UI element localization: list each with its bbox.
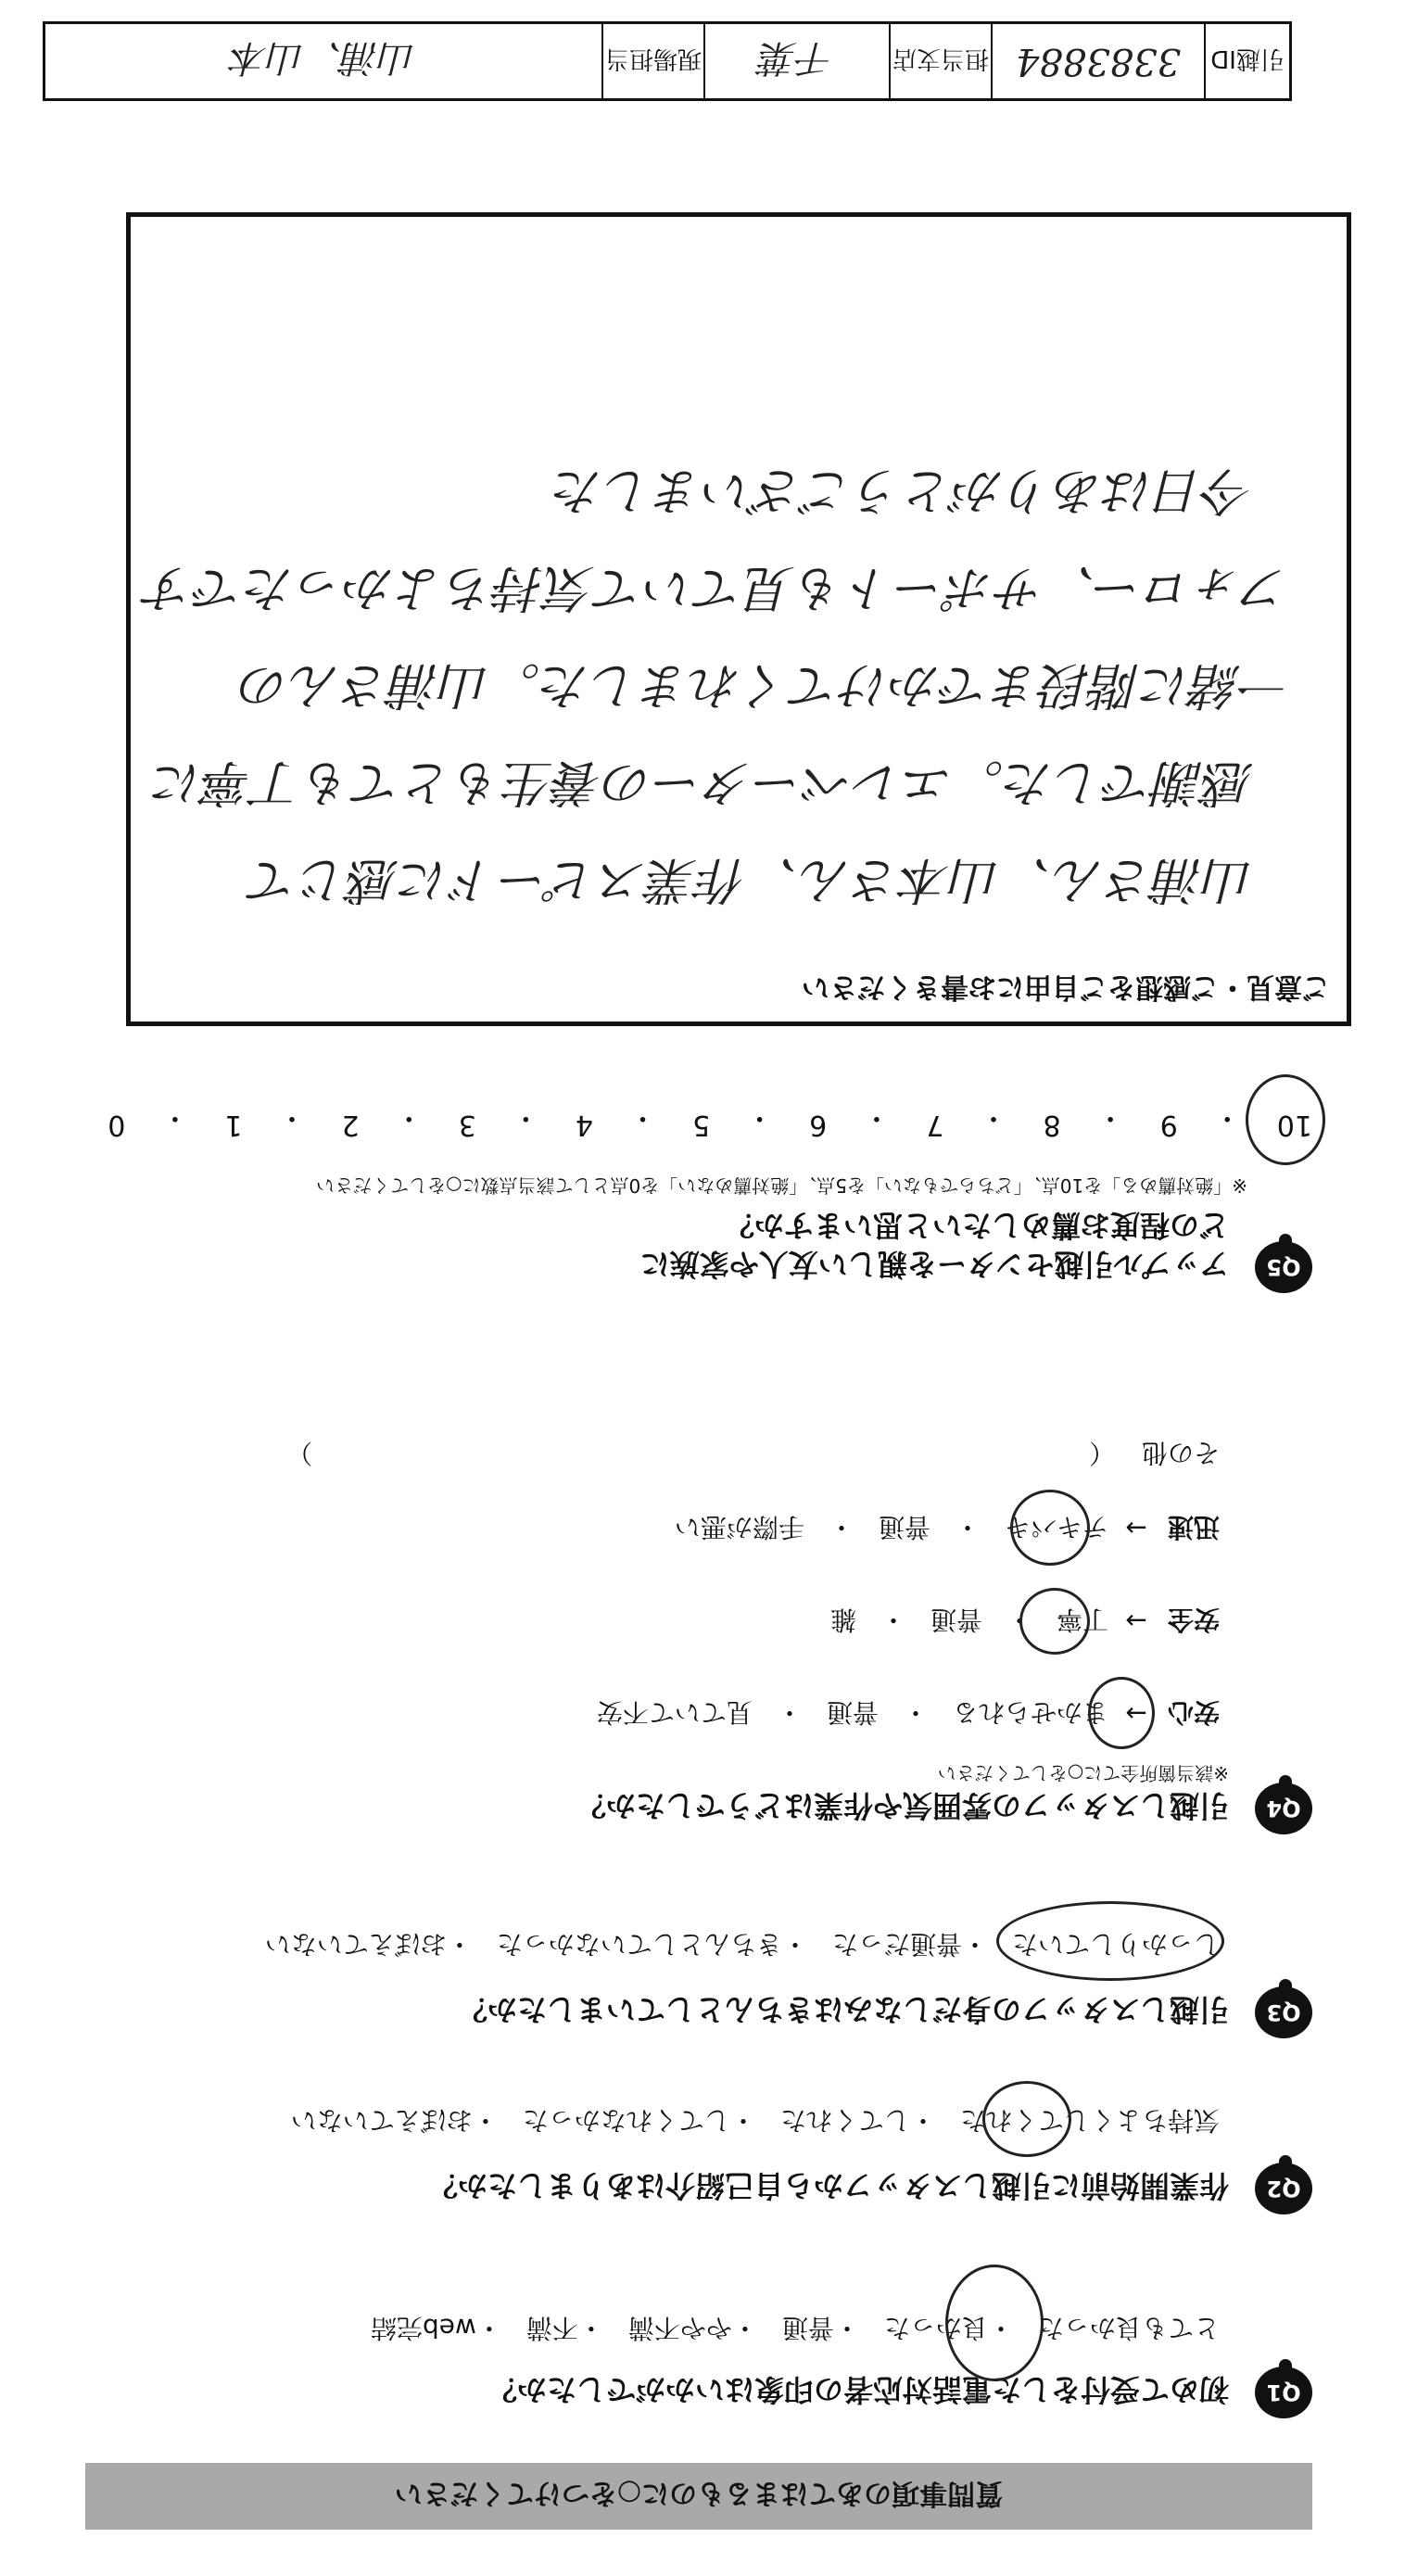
id-value[interactable]: 3383884 <box>991 24 1204 98</box>
question-5 <box>108 1163 1312 1293</box>
arrow-right-icon: → <box>1125 1698 1147 1730</box>
q4-jinsoku-circle <box>1010 1490 1090 1566</box>
q3-selected-circle <box>996 1901 1224 1981</box>
q5-note: ※「絶対薦める」を10点、「どちらでもない」を5点、「絶対薦めない」を0点として該当点数に○をしてください <box>316 1174 1247 1197</box>
id-label: 引越ID <box>1204 24 1289 98</box>
q5-selected-circle <box>1246 1074 1325 1165</box>
q5-score[interactable]: 3 <box>458 1109 476 1141</box>
q1-option[interactable]: 良かった <box>883 2313 988 2343</box>
q5-score[interactable]: 9 <box>1159 1109 1178 1141</box>
comment-title: ご意見・ご感想をご自由にお書きください <box>802 971 1330 1003</box>
q4-option[interactable]: 普通 <box>826 1697 879 1728</box>
instruction-text: 質問事項のあてはまるものに○をつけてください <box>394 2477 1004 2509</box>
q4-note: ※該当箇所全てに○をしてください <box>937 1762 1229 1784</box>
comment-line: フォロー、サポートも見ていて気持ちよかったです <box>144 559 1291 617</box>
q2-option[interactable]: 気持ちよくしてくれた <box>959 2105 1220 2136</box>
q4-other-open: （ <box>1089 1438 1116 1468</box>
q4-option[interactable]: 見ていて不安 <box>596 1697 753 1728</box>
question-1 <box>108 2313 1312 2418</box>
comment-line: 山浦さん、山本さん、作業スピードに感じて <box>248 851 1254 909</box>
q3-option[interactable]: 普通だった <box>831 1929 962 1960</box>
q5-score[interactable]: 6 <box>809 1109 828 1141</box>
comment-line: 一緒に階段までかけてくれました。山浦さんの <box>240 656 1291 715</box>
q5-score[interactable]: 7 <box>926 1109 944 1141</box>
q5-score[interactable]: 5 <box>692 1109 711 1141</box>
q2-badge-icon: Q2 <box>1255 2163 1312 2214</box>
q4-anzen-circle <box>1019 1588 1090 1655</box>
q1-selected-circle <box>945 2265 1044 2381</box>
q4-option[interactable]: テキパキ <box>1004 1512 1108 1542</box>
q1-option[interactable]: やや不満 <box>627 2313 732 2343</box>
q1-option[interactable]: web完結 <box>370 2313 476 2343</box>
q5-score[interactable]: 2 <box>341 1109 360 1141</box>
staff-value[interactable]: 山浦、山本 <box>231 36 416 80</box>
branch-value[interactable]: 千葉 <box>703 24 889 98</box>
q3-option[interactable]: しっかりしていた <box>1011 1929 1220 1960</box>
q1-option[interactable]: とても良かった <box>1037 2313 1220 2343</box>
q5-score[interactable]: 1 <box>224 1109 243 1141</box>
q4-option[interactable]: まかせられる <box>952 1697 1108 1728</box>
q2-text: 作業開始前に引越しスタッフから自己紹介はありましたか？ <box>427 2168 1229 2203</box>
q2-option[interactable]: してくれた <box>779 2105 910 2136</box>
q4-text: 引越しスタッフの雰囲気や作業はどうでしたか？ <box>576 1788 1229 1823</box>
q5-text-line2: どの程度お薦めしたいと思いますか？ <box>724 1208 1229 1243</box>
comment-box[interactable] <box>126 212 1351 1026</box>
form-header <box>43 21 1292 101</box>
q1-option[interactable]: 不満 <box>525 2313 578 2343</box>
q5-badge-icon: Q5 <box>1255 1241 1312 1293</box>
branch-label: 担当支店 <box>889 24 991 98</box>
q2-option[interactable]: してくれなかった <box>522 2105 730 2136</box>
q4-row-anshin: 安心 → まかせられる ・ 普通 ・ 見ていて不安 <box>597 1695 1220 1732</box>
q2-options: 気持ちよくしてくれた・してくれた・してくれなかった・おぼえていない <box>290 2105 1220 2136</box>
q4-option[interactable]: 丁寧 <box>1056 1605 1108 1635</box>
q4-badge-icon: Q4 <box>1255 1783 1312 1834</box>
q5-score[interactable]: 0 <box>108 1109 126 1141</box>
q1-text: 初めて受付をした電話対応者の印象はいかがでしたか？ <box>487 2372 1229 2407</box>
q3-options: しっかりしていた・普通だった・きちんとしていなかった・おぼえていない <box>264 1929 1220 1960</box>
q5-score[interactable]: 10 <box>1276 1109 1312 1141</box>
q4-anshin-circle <box>1088 1677 1155 1749</box>
q4-row-anzen: 安全 → 丁寧 ・ 普通 ・ 雑 <box>830 1603 1220 1640</box>
q4-other-label: その他 <box>1141 1438 1220 1468</box>
q1-options: とても良かった・良かった・普通・やや不満・不満・web完結 <box>370 2313 1220 2343</box>
comment-line: 感謝でした。エレベーターの養生もとても丁寧に <box>153 754 1254 812</box>
q4-option[interactable]: 普通 <box>878 1512 930 1542</box>
q4-option[interactable]: 普通 <box>930 1605 982 1635</box>
q3-badge-icon: Q3 <box>1255 1986 1312 2038</box>
q3-text: 引越しスタッフの身だしなみはきちんとしていましたか？ <box>457 1992 1229 2027</box>
arrow-right-icon: → <box>1125 1605 1147 1637</box>
staff-label: 現場担当 <box>601 24 703 98</box>
q4-row-label: 安全 <box>1167 1605 1220 1635</box>
q4-other-close: ） <box>286 1438 313 1468</box>
comment-line: 今日はありがとうございました <box>553 462 1254 520</box>
question-4 <box>108 1438 1312 1834</box>
q5-scale: 10 ・ 9 ・ 8 ・ 7 ・ 6 ・ 5 ・ 4 ・ 3 ・ 2 ・ 1 ・ 0 <box>108 1101 1312 1141</box>
q5-score[interactable]: 8 <box>1043 1109 1061 1141</box>
question-3 <box>108 1929 1312 2038</box>
instruction-banner <box>85 2463 1312 2530</box>
q4-other <box>286 1436 1220 1473</box>
q5-score[interactable]: 4 <box>575 1109 593 1141</box>
q4-option[interactable]: 雑 <box>829 1605 856 1635</box>
q1-badge-icon: Q1 <box>1255 2367 1312 2418</box>
q4-option[interactable]: 手際が悪い <box>674 1512 804 1542</box>
q4-row-jinsoku: 迅速 → テキパキ ・ 普通 ・ 手際が悪い <box>675 1510 1220 1547</box>
q3-option[interactable]: きちんとしていなかった <box>496 1929 782 1960</box>
q1-option[interactable]: 普通 <box>781 2313 834 2343</box>
q3-option[interactable]: おぼえていない <box>264 1929 447 1960</box>
q5-text-line1: アップル引越センターを親しい友人や家族に <box>639 1247 1229 1282</box>
q2-option[interactable]: おぼえていない <box>290 2105 473 2136</box>
q4-row-label: 迅速 <box>1167 1512 1220 1542</box>
q2-selected-circle <box>982 2081 1071 2157</box>
q4-row-label: 安心 <box>1167 1697 1220 1728</box>
question-2 <box>108 2105 1312 2214</box>
arrow-right-icon: → <box>1125 1513 1147 1544</box>
